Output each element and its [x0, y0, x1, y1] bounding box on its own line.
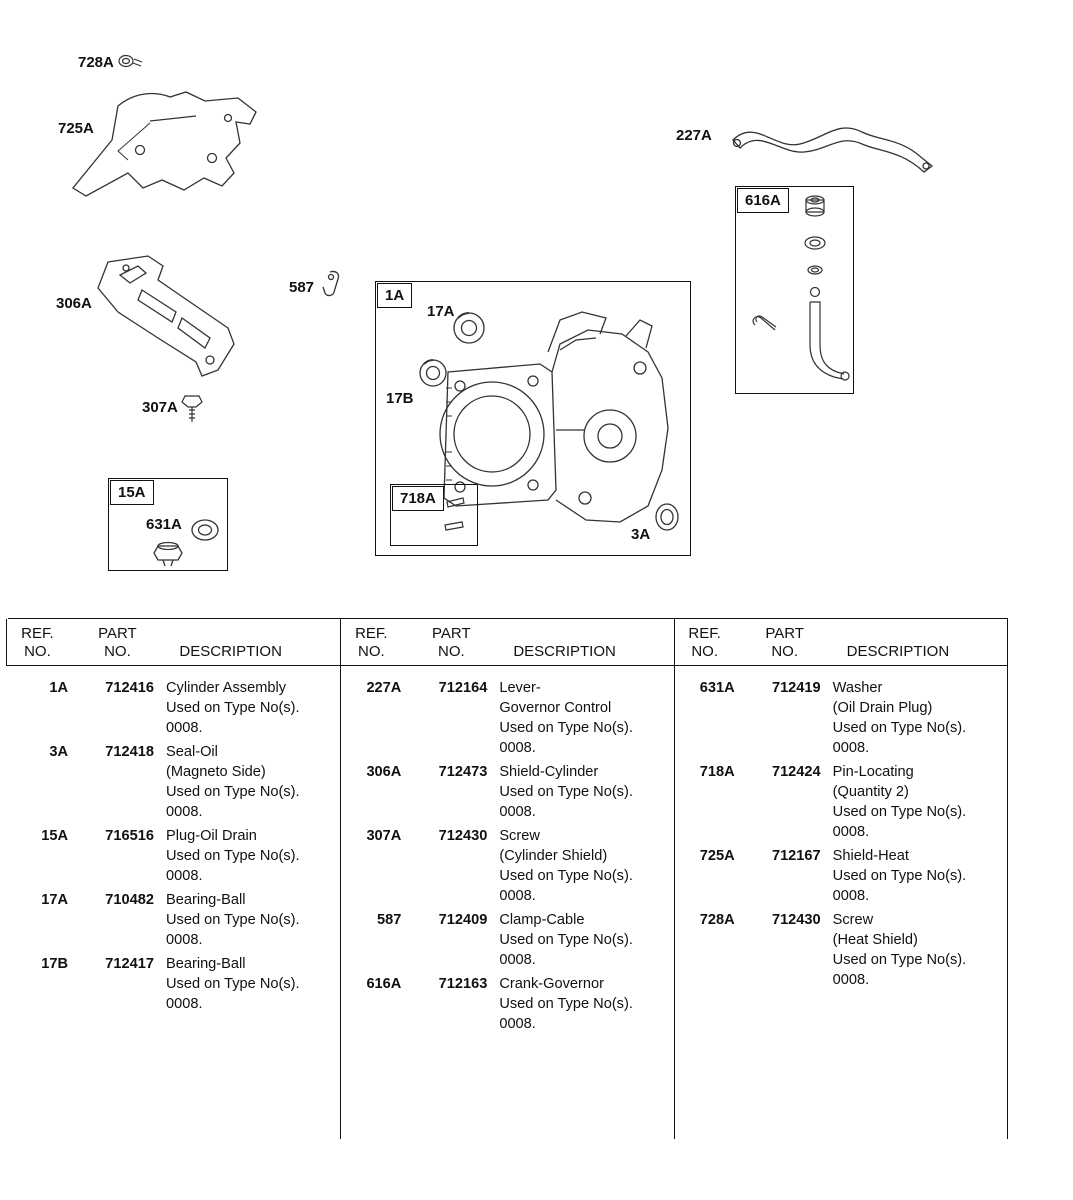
table-header: [675, 619, 1007, 666]
description: [833, 762, 1007, 842]
description-header: DESCRIPTION: [513, 643, 616, 660]
part-no: 712417: [105, 956, 154, 972]
table-row: [675, 762, 1007, 842]
table-row: [675, 846, 1007, 906]
ref-no-header: REF. NO.: [688, 625, 721, 660]
description-line: 0008.: [832, 888, 870, 904]
callout-1a: 1A: [377, 283, 412, 308]
callout-307a: 307A: [142, 399, 178, 416]
cylinder-shield-drawing: [98, 256, 234, 376]
table-row: [341, 826, 673, 906]
description-line: 0008.: [166, 868, 203, 884]
callout-227a: 227A: [676, 127, 712, 144]
part-no-header: PART NO.: [432, 625, 471, 660]
ref-no-header: REF. NO.: [355, 625, 388, 660]
parts-table-column-3: [674, 619, 1007, 1139]
part-no: 710482: [105, 892, 154, 908]
ref-no-header: REF. NO.: [21, 625, 54, 660]
table-row: [341, 762, 673, 822]
callout-15a: 15A: [110, 480, 154, 505]
part-no: 712419: [771, 680, 821, 696]
description-line: Governor Control: [499, 700, 612, 716]
description-line: 0008.: [499, 888, 536, 904]
description-line: 0008.: [166, 996, 203, 1012]
description-line: Lever-: [499, 680, 541, 696]
description-line: Screw: [832, 912, 874, 928]
table-row: [8, 742, 340, 822]
ref-no: 227A: [366, 680, 402, 696]
description-line: Used on Type No(s).: [499, 932, 633, 948]
table-row: [341, 910, 673, 970]
description-line: (Quantity 2): [832, 784, 909, 800]
description-line: 0008.: [499, 1016, 536, 1032]
description-line: Used on Type No(s).: [832, 868, 967, 884]
cable-clamp-icon: [323, 271, 339, 295]
ref-no: 718A: [699, 764, 735, 780]
description-line: Plug-Oil Drain: [166, 828, 257, 844]
description: [166, 678, 340, 738]
description-line: Used on Type No(s).: [499, 784, 633, 800]
description: [166, 742, 340, 822]
ref-no: 728A: [699, 912, 735, 928]
parts-table: [8, 618, 1008, 1139]
description: [499, 974, 673, 1034]
table-row: [8, 826, 340, 886]
description-line: (Magneto Side): [166, 764, 266, 780]
description-line: 0008.: [499, 740, 536, 756]
governor-lever-drawing: [733, 128, 932, 172]
table-header: [341, 619, 673, 666]
description-header: DESCRIPTION: [846, 643, 950, 660]
ref-no: 587: [376, 912, 402, 928]
callout-17b: 17B: [386, 390, 414, 407]
description-line: 0008.: [832, 824, 870, 840]
description-line: Used on Type No(s).: [166, 784, 300, 800]
callout-728a: 728A: [78, 54, 114, 71]
description-line: (Heat Shield): [832, 932, 918, 948]
screw-728a-icon: [119, 56, 142, 67]
description: [833, 910, 1007, 990]
description: [499, 678, 673, 758]
description-line: Washer: [832, 680, 883, 696]
table-row: [341, 974, 673, 1034]
table-row: [8, 954, 340, 1014]
description: [499, 910, 673, 970]
ref-no: 17A: [41, 892, 68, 908]
part-no: 712430: [771, 912, 821, 928]
table-row: [675, 910, 1007, 990]
part-no: 712164: [438, 680, 488, 696]
description-line: 0008.: [166, 804, 203, 820]
description-line: Cylinder Assembly: [166, 680, 287, 696]
description: [499, 762, 673, 822]
description-line: 0008.: [832, 972, 870, 988]
part-no: 712424: [771, 764, 821, 780]
parts-table-column-1: [8, 619, 340, 1139]
description-line: Used on Type No(s).: [832, 952, 967, 968]
description-line: Shield-Heat: [832, 848, 909, 864]
callout-587: 587: [289, 279, 315, 296]
group-box-616a: [735, 186, 854, 394]
part-no: 712416: [105, 680, 154, 696]
ref-no: 1A: [49, 680, 68, 696]
screw-307a-icon: [182, 396, 202, 422]
part-no: 712163: [438, 976, 488, 992]
ref-no: 725A: [699, 848, 735, 864]
table-header: [6, 619, 340, 666]
parts-table-column-2: [340, 619, 673, 1139]
ref-no: 15A: [41, 828, 68, 844]
description-line: Screw: [499, 828, 540, 844]
description-line: 0008.: [832, 740, 870, 756]
description-line: Used on Type No(s).: [166, 700, 300, 716]
callout-306a: 306A: [56, 295, 92, 312]
description-line: Seal-Oil: [166, 744, 218, 760]
table-row: [675, 678, 1007, 758]
description-line: 0008.: [166, 720, 203, 736]
part-no: 712430: [438, 828, 488, 844]
table-rows: [8, 666, 340, 1014]
ref-no: 17B: [41, 956, 68, 972]
description-line: (Cylinder Shield): [499, 848, 608, 864]
description-line: Used on Type No(s).: [166, 848, 300, 864]
callout-718a: 718A: [392, 486, 444, 511]
table-row: [8, 890, 340, 950]
table-row: [341, 678, 673, 758]
description-line: Pin-Locating: [832, 764, 914, 780]
callout-3a: 3A: [631, 526, 651, 543]
description-line: Bearing-Ball: [166, 892, 246, 908]
description-line: Used on Type No(s).: [499, 720, 633, 736]
callout-725a: 725A: [58, 120, 94, 137]
part-no: 712167: [771, 848, 821, 864]
ref-no: 307A: [366, 828, 402, 844]
part-no-header: PART NO.: [765, 625, 804, 660]
description-line: Bearing-Ball: [166, 956, 246, 972]
description-line: 0008.: [499, 804, 536, 820]
table-row: [8, 678, 340, 738]
heat-shield-drawing: [73, 92, 256, 196]
table-rows: [341, 666, 673, 1034]
description: [166, 954, 340, 1014]
description: [833, 846, 1007, 906]
description-line: Crank-Governor: [499, 976, 604, 992]
description-line: (Oil Drain Plug): [832, 700, 933, 716]
description-line: Used on Type No(s).: [832, 720, 967, 736]
description: [499, 826, 673, 906]
description-line: Used on Type No(s).: [499, 996, 633, 1012]
description: [833, 678, 1007, 758]
callout-631a: 631A: [146, 516, 182, 533]
description-header: DESCRIPTION: [179, 643, 282, 660]
table-rows: [675, 666, 1007, 990]
description-line: Used on Type No(s).: [166, 976, 300, 992]
description-line: Shield-Cylinder: [499, 764, 599, 780]
description-line: 0008.: [499, 952, 536, 968]
part-no: 712418: [105, 744, 154, 760]
callout-17a: 17A: [427, 303, 455, 320]
callout-616a: 616A: [737, 188, 789, 213]
ref-no: 631A: [699, 680, 735, 696]
description-line: Used on Type No(s).: [499, 868, 633, 884]
ref-no: 306A: [366, 764, 402, 780]
description: [166, 826, 340, 886]
description-line: Clamp-Cable: [499, 912, 585, 928]
ref-no: 3A: [49, 744, 68, 760]
part-no-header: PART NO.: [98, 625, 137, 660]
description-line: 0008.: [166, 932, 203, 948]
part-no: 712473: [438, 764, 488, 780]
description: [166, 890, 340, 950]
ref-no: 616A: [366, 976, 402, 992]
description-line: Used on Type No(s).: [832, 804, 967, 820]
part-no: 716516: [105, 828, 154, 844]
description-line: Used on Type No(s).: [166, 912, 300, 928]
part-no: 712409: [438, 912, 488, 928]
